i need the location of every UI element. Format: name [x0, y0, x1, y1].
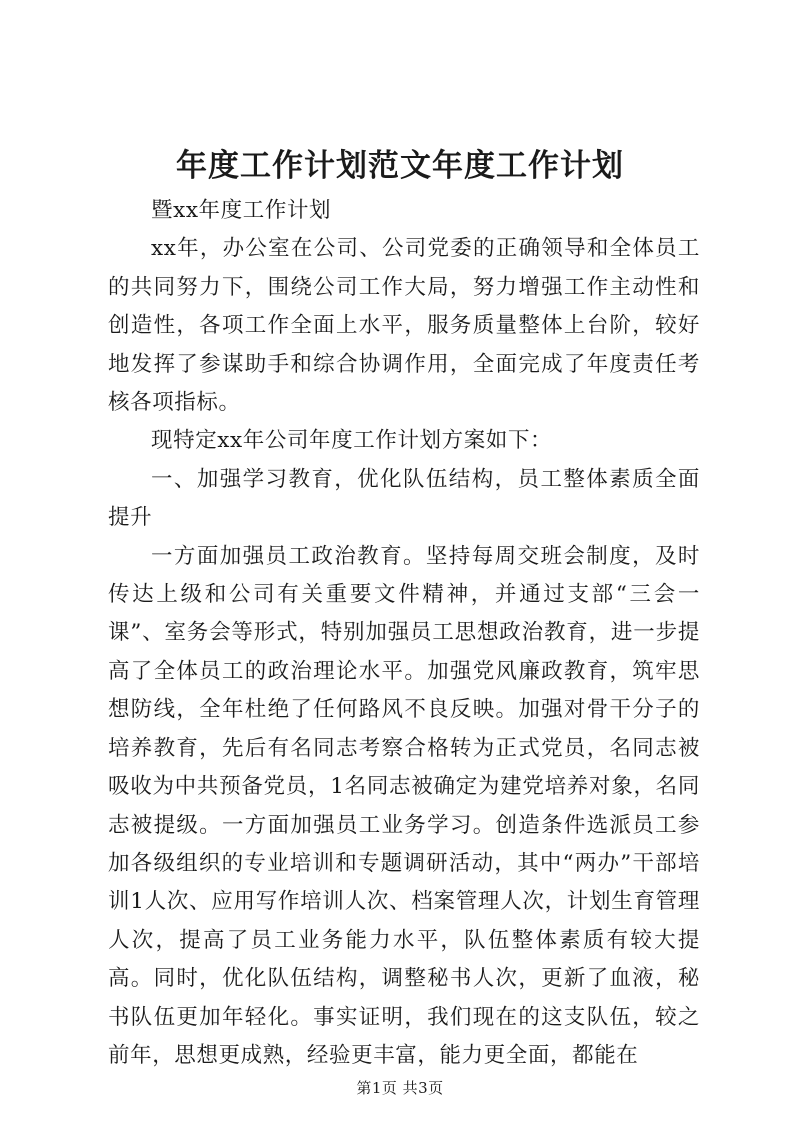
page-number-footer: 第1页 共3页	[356, 1079, 444, 1097]
document-title: 年度工作计划范文年度工作计划	[176, 148, 624, 184]
paragraph-section-1-body: 一方面加强员工政治教育。坚持每周交班会制度，及时传达上级和公司有关重要文件精神，并通过支部“三会一课”、室务会等形式，特别加强员工思想政治教育，进一步提高了全体员工的政治理论水平。加强党风廉政教育，筑牢思想防线，全年杜绝了任何路风不良反映。加强对骨干分子的培养教育，先后有名同志考察合格转为正式党员，名同志被吸收为中共预备党员，1名同志被确定为建党培养对象，名同志被提级。一方面加强员工业务学习。创造条件选派员工参加各级组织的专业培训和专题调研活动，其中“两办”干部培训1人次、应用写作培训人次、档案管理人次，计划生育管理人次，提高了员工业务能力水平，队伍整体素质有较大提高。同时，优化队伍结构，调整秘书人次，更新了血液，秘书队伍更加年轻化。事实证明，我们现在的这支队伍，较之前年，思想更成熟，经验更丰富，能力更全面，都能在	[108, 543, 700, 1068]
document-body	[108, 192, 700, 1075]
paragraph-intro: xx年，办公室在公司、公司党委的正确领导和全体员工的共同努力下，围绕公司工作大局，努力增强工作主动性和创造性，各项工作全面上水平，服务质量整体上台阶，较好地发挥了参谋助手和综合协调作用，全面完成了年度责任考核各项指标。	[108, 236, 700, 416]
paragraph-subtitle: 暨xx年度工作计划	[151, 198, 332, 223]
paragraph-plan-statement: 现特定xx年公司年度工作计划方案如下：	[151, 428, 553, 454]
section-heading-1: 一、加强学习教育，优化队伍结构，员工整体素质全面提升	[108, 466, 700, 531]
